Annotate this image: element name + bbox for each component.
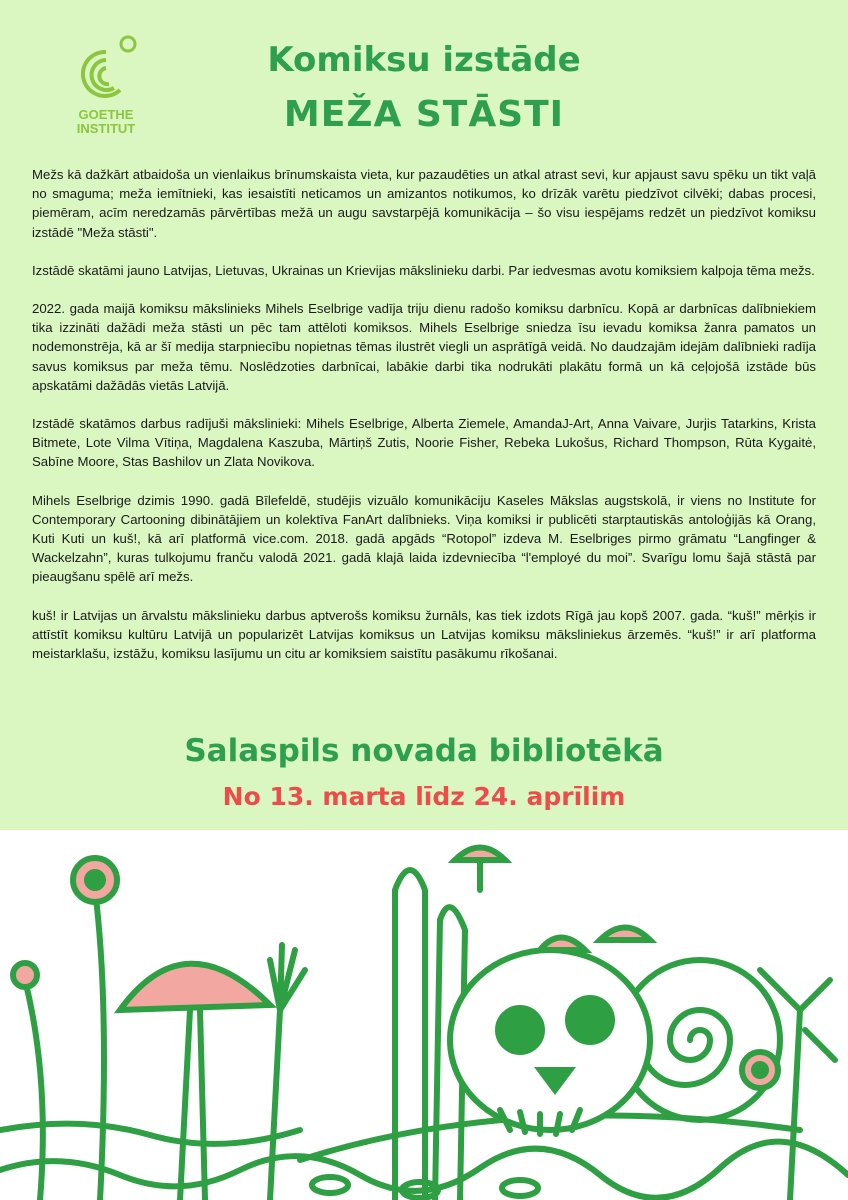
paragraph-artists-origin: Izstādē skatāmi jauno Latvijas, Lietuvas, Ukrainas un Krievijas mākslinieku darbi. Par iedvesmas avotu komiksiem kalpoja tēma mežs. [32,262,815,278]
logo-line-1: GOETHE [78,107,134,122]
title-line-2: MEŽA STĀSTI [283,94,565,135]
paragraph-biography: Mihels Eselbrige dzimis 1990. gadā Bīlefeldē, studējis vizuālo komunikāciju Kaseles Mākslas augstskolā, ir viens no Institute for Contemporary Cartooning dibinātājiem un kolektīva FanArt dalībnieks. Viņa komiksi ir publicēti starptautiskās antoloģijās kā Orang, Kuti Kuti un kuš!, kā arī platformā vice.com. 2018. gadā apgāds “Rotopol” izdeva M. Eselbriges pirmo grāmatu “Langfinger & Wackelzahn”, kuras tulkojumu franču valodā 2021. gadā klajā laida izdevniecība “l'employé du moi”. Svarīgu lomu šajā stāstā par pieaugšanu spēlē arī mežs. [32,492,816,585]
title-line-1: Komiksu izstāde [267,40,581,80]
logo-wordmark [70,108,142,136]
paragraph-artist-list: Izstādē skatāmos darbus radījuši mākslinieki: Mihels Eselbrige, Alberta Ziemele, AmandaJ-Art, Anna Vaivare, Jurjis Tatarkins, Krista Bitmete, Lote Vilma Vītiņa, Magdalena Kaszuba, Mārtiņš Zutis, Noorie Fisher, Rebeka Lukošus, Richard Thompson, Rūta Kygaitė, Sabīne Moore, Stas Bashilov un Zlata Novikova. [32,416,816,470]
forest-comic-illustration [0,830,848,1200]
paragraph-kush: kuš! ir Latvijas un ārvalstu mākslinieku darbus aptverošs komiksu žurnāls, kas tiek izdots Rīgā jau kopš 2007. gada. “kuš!” mērķis ir attīstīt komiksu kultūru Latvijā un popularizēt Latvijas komiksus un Latvijas komiksu māksliniekus ārzemēs. “kuš!” ir arī platforma meistarklašu, izstāžu, komiksu lasījumu un citu ar komiksiem saistītu pasākumu rīkošanai. [32,607,816,662]
logo-line-2: INSTITUT [76,121,136,136]
body-text [32,165,816,682]
dates-heading: No 13. marta līdz 24. aprīlim [222,782,626,811]
venue-heading: Salaspils novada bibliotēkā [184,733,664,769]
paragraph-workshop: 2022. gada maijā komiksu mākslinieks Mihels Eselbrige vadīja triju dienu radošo komiksu darbnīcu. Kopā ar darbnīcas dalībniekiem tika izzināti dažādi meža stāsti un pēc tam attēloti komiksos. Mihels Eselbrige sniedza īsu ievadu komiksa žanra pamatos un nodemonstrēja, kā ar šī medija starpniecību nopietnas tēmas ilustrēt viegli un asprātīgā veidā. No daudzajām idejām dalībnieki radīja savus komiksus par meža tēmu. Noslēdzoties darbnīcai, labākie darbi tika nodrukāti plakātu formā un kā ceļojošā izstāde būs apskatāmi dažādās vietās Latvijā. [32,301,816,393]
paragraph-intro: Mežs kā dažkārt atbaidoša un vienlaikus brīnumskaista vieta, kur pazaudēties un atkal atrast sevi, kur apjaust savu spēku un tikt vaļā no smaguma; meža iemītnieki, kas iesaistīti neticamos un amizantos notikumos, ko drīzāk varētu piedzīvot cilvēki; dabas procesi, piemēram, acīm neredzamās pārvērtības mežā un augu savstarpējā komunikācija – šo visu iespējams redzēt un piedzīvot komiksu izstādē "Meža stāsti". [32,167,816,240]
